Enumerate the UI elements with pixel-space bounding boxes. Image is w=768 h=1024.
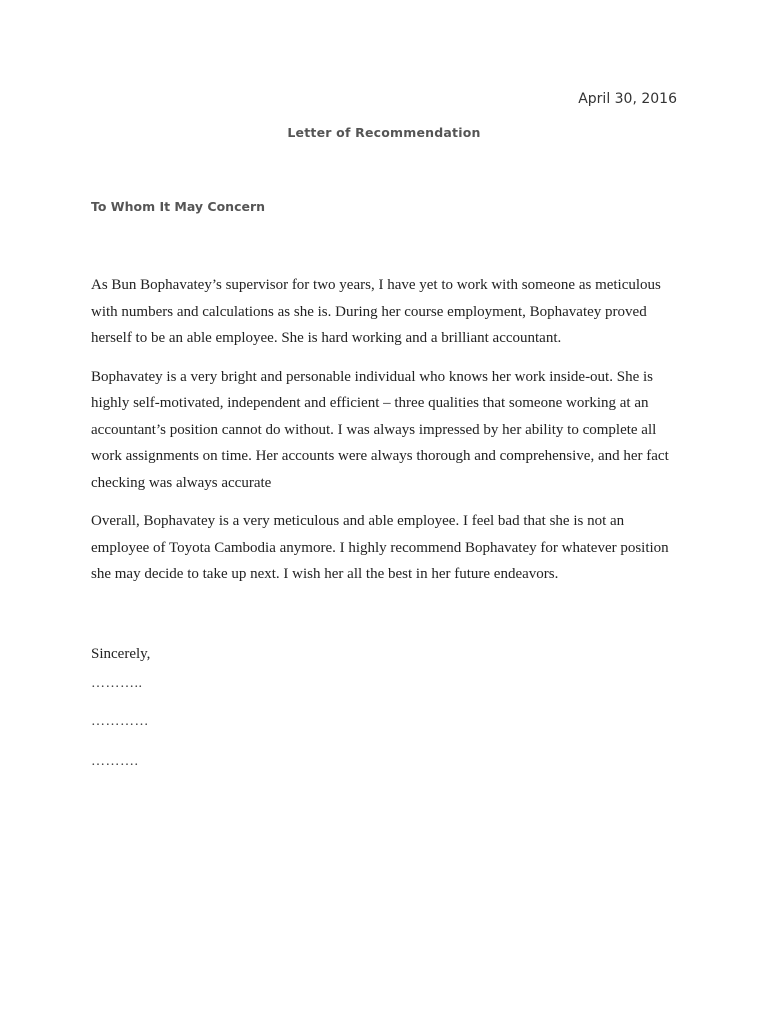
letter-title: Letter of Recommendation (287, 125, 481, 140)
body-paragraph-3: Overall, Bophavatey is a very meticulous and able employee. I feel bad that she is not an employee of Toyota Cambodia anymore. I highly recommend Bophavatey for whatever position she may decide to take up next. I wish her all the best in her future endeavors. (91, 513, 669, 582)
letter-salutation: To Whom It May Concern (91, 199, 266, 214)
letter-body (91, 272, 681, 600)
body-paragraph-2: Bophavatey is a very bright and personable individual who knows her work inside-out. She is highly self-motivated, independent and efficient – three qualities that someone working at an accountant’s position cannot do without. I was always impressed by her ability to complete all work assignments on time. Her accounts were always thorough and comprehensive, and her fact checking was always accurate (91, 368, 669, 491)
body-paragraph-1: As Bun Bophavatey’s supervisor for two years, I have yet to work with someone as meticulous with numbers and calculations as she is. During her course employment, Bophavatey proved herself to be an able employee. She is hard working and a brilliant accountant. (91, 277, 661, 346)
letter-date: April 30, 2016 (578, 91, 677, 107)
letter-closing: Sincerely, (91, 646, 151, 662)
signature-line-1: ……….. (91, 676, 143, 691)
signature-line-2: ………… (91, 714, 149, 729)
signature-line-3: ………. (91, 754, 139, 769)
